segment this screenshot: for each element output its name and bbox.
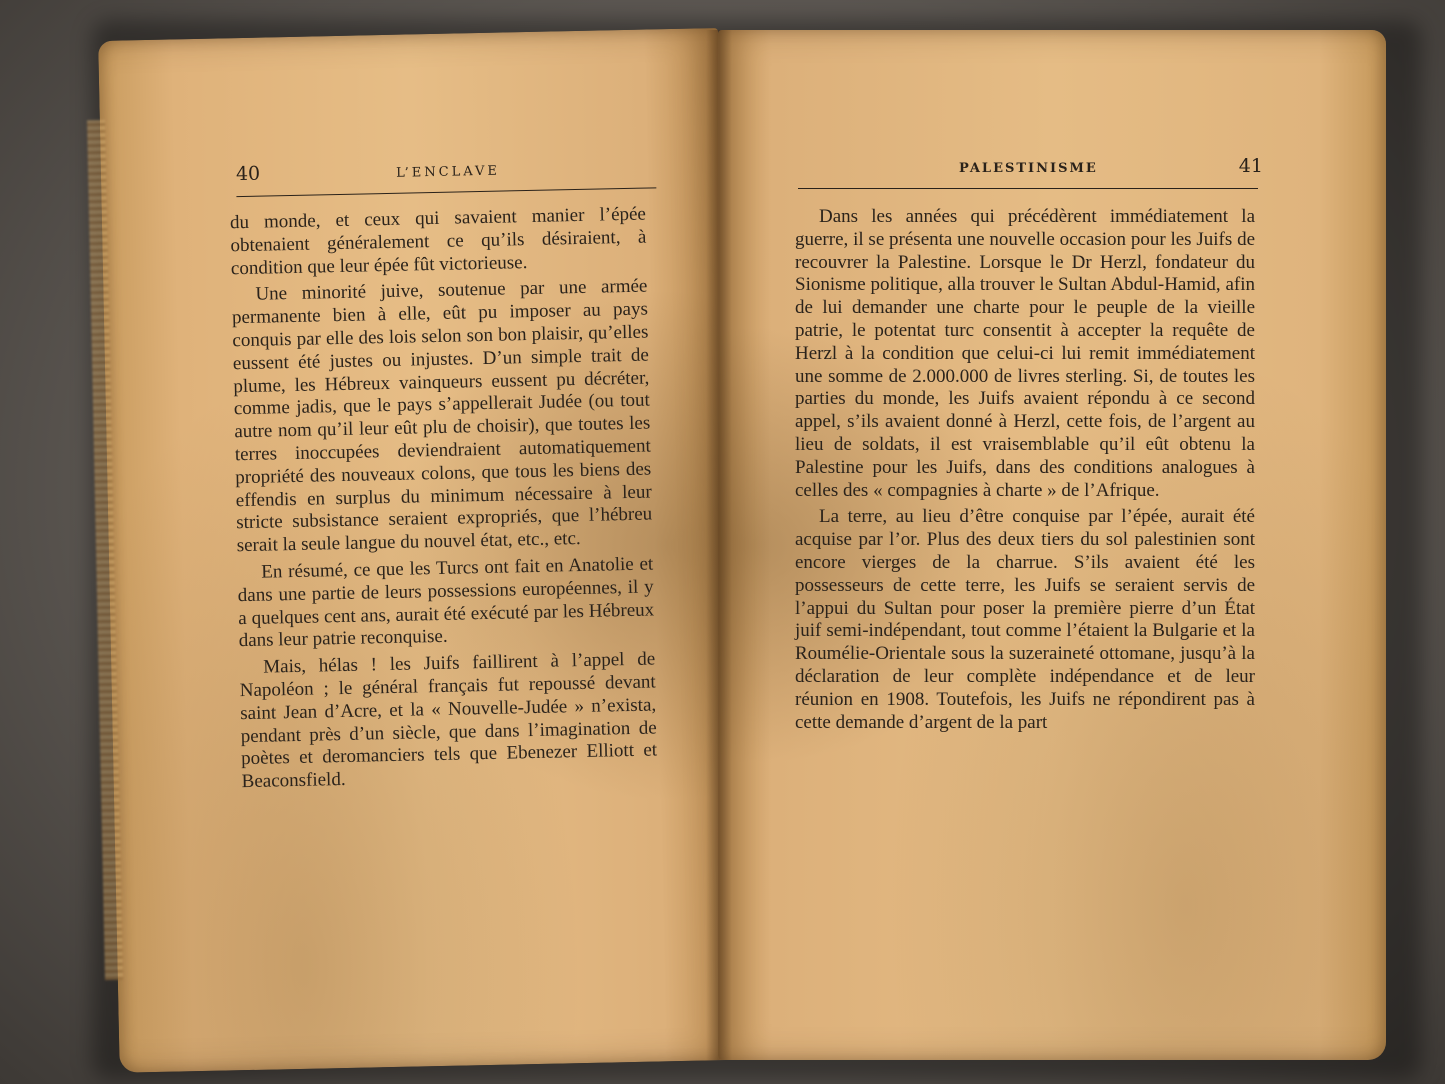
left-page-number: 40 [235,162,261,186]
left-page [98,28,739,1073]
left-running-title: L’ENCLAVE [396,163,501,181]
right-running-title: PALESTINISME [959,161,1098,176]
left-page-header [236,154,657,193]
left-paragraph-4: Mais, hélas ! les Juifs faillirent à l’appel de Napoléon ; le général français fut repoussé devant saint Jean d’Acre, et la « Nouvelle-Judée » n’exista, pendant près d’un siècle, que dans l’imagination de poètes et deromanciers tels que Ebenezer Elliott et Beaconsfield. [239,648,658,793]
book-gutter [706,30,732,1060]
right-header-rule [798,188,1258,189]
right-page-header [798,155,1263,185]
left-paragraph-3: En résumé, ce que les Turcs ont fait en Anatolie et dans une partie de leurs possessions européennes, il y a quelques cent ans, aurait été exécuté par les Hébreux dans leur patrie reconquise. [237,553,655,652]
left-paragraph-2: Une minorité juive, soutenue par une armée permanente bien à elle, eût pu imposer au pays conquis par elle des lois selon son bon plaisir, qu’elles eussent été justes ou injustes. D’un simple trait de plume, les Hébreux vainqueurs eussent pu décréter, comme jadis, que le pays s’appellerait Judée (ou tout autre nom qu’il leur eût plu de choisir), que toutes les terres inoccupées deviendraient automatiquement propriété des nouveaux colons, que tous les biens des effendis en surplus du minimum nécessaire à leur stricte subsistance seraient expropriés, que l’hébreu serait la seule langue du nouvel état, etc., etc. [231,275,653,557]
right-paragraph-1: Dans les années qui précédèrent immédiatement la guerre, il se présenta une nouvelle occasion pour les Juifs de recouvrer la Palestine. Lorsque le Dr Herzl, fondateur du Sionisme politique, alla trouver le Sultan Abdul-Hamid, afin de lui demander une charte pour le peuple de la vieille patrie, le potentat turc consentit à accepter la requête de Herzl à la condition que celui-ci lui remit immédiatement une somme de 2.000.000 de livres sterling. Si, de toutes les parties du monde, les Juifs avaient répondu à ce second appel, s’ils avaient donné à Herzl, cette fois, de l’argent au lieu de soldats, il est vraisemblable qu’il eût obtenu la Palestine pour les Juifs, dans des conditions analogues à celles des « compagnies à charte » de l’Afrique. [795,206,1255,501]
right-page [718,30,1386,1060]
right-text-block [795,206,1255,738]
right-paragraph-2: La terre, au lieu d’être conquise par l’épée, aurait été acquise par l’or. Plus des deux tiers du sol palestinien sont encore vierges de la charrue. S’ils avaient été les possesseurs de cette terre, les Juifs se seraient servis de l’appui du Sultan pour poser la première pierre d’un État juif semi-indépendant, tout comme l’étaient la Bulgarie et la Roumélie-Orientale sous la suzeraineté ottomane, jusqu’à la déclaration de leur complète indépendance et de leur réunion en 1908. Toutefois, les Juifs ne répondirent pas à cette demande d’argent de la part [795,506,1255,733]
left-text-block [230,204,658,799]
left-paragraph-1: du monde, et ceux qui savaient manier l’épée obtenaient généralement ce qu’ils désiraient, à condition que leur épée fût victorieuse. [229,203,647,279]
right-page-number: 41 [1238,155,1263,177]
